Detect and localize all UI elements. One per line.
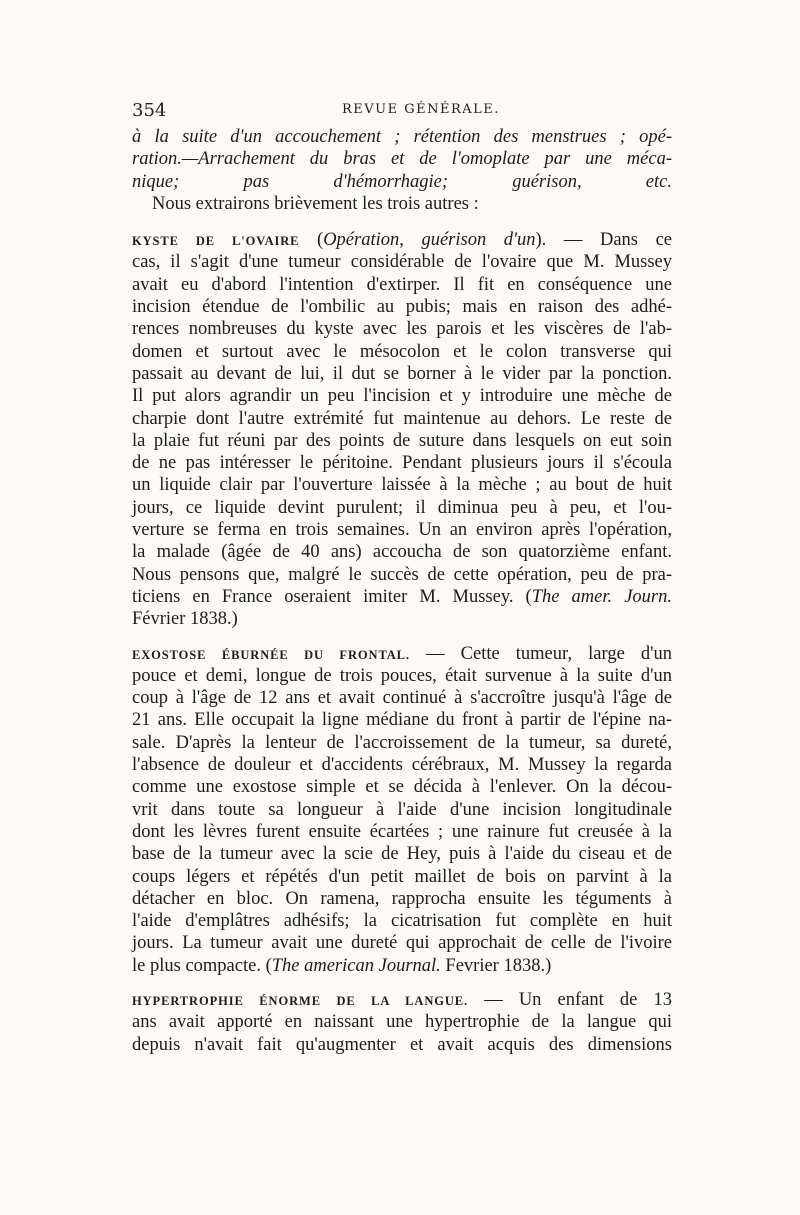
text-span: base de la tumeur avec la scie de Hey, puis à l'aide du ciseau et de [132,844,672,865]
section-heading: KYSTE DE L'OVAIRE [132,234,300,249]
italic-text: The amer. Journ. [531,586,672,607]
page-number: 354 [132,100,167,121]
text-line [132,843,672,865]
text-span: ans avait apporté en naissant une hypertrophie de la langue qui [132,1012,672,1033]
section-heading: EXOSTOSE ÉBURNÉE DU FRONTAL. [132,647,410,662]
text-line [132,318,672,340]
text-line [132,363,672,385]
text-line [132,474,672,496]
text-span: Fevrier 1838.) [440,955,552,976]
text-span: la malade (âgée de 40 ans) accoucha de son quatorzième enfant. [132,542,672,563]
text-span: jours, ce liquide devint purulent; il diminua peu à peu, et l'ou- [132,497,672,518]
text-span: vrit dans toute sa longueur à l'aide d'une incision longitudinale [132,799,672,820]
text-line [132,541,672,563]
text-span: Février 1838.) [132,609,238,630]
text-line [132,251,672,273]
text-span: Nous extrairons brièvement les trois autres : [152,193,479,214]
text-span: pouce et demi, longue de trois pouces, était survenue à la suite d'un [132,665,672,686]
text-span: de ne pas intéresser le péritoine. Pendant plusieurs jours il s'écoula [132,453,672,474]
text-line [132,586,672,608]
text-line [132,274,672,296]
book-page [132,98,672,1056]
text-line [132,754,672,776]
text-span: le plus compacte. ( [132,955,272,976]
text-line [132,821,672,843]
text-span: passait au devant de lui, il dut se borner à le vider par la ponction. [132,363,672,384]
text-line [132,1034,672,1056]
body-text [132,126,672,1056]
italic-text: The american Journal. [271,955,441,976]
text-line [132,341,672,363]
text-line [132,732,672,754]
text-span: cas, il s'agit d'une tumeur considérable de l'ovaire que M. Mussey [132,252,672,273]
text-line [132,385,672,407]
text-line [132,126,672,148]
text-span: avait eu d'abord l'intention d'extirper. Il fit en conséquence une [132,274,672,295]
text-line [132,497,672,519]
paragraph-gap [132,215,672,229]
text-span: dont les lèvres furent ensuite écartées ; une rainure fut creusée à la [132,821,672,842]
text-line [132,665,672,687]
paragraph-gap [132,977,672,989]
text-line [132,148,672,170]
text-line [132,296,672,318]
text-line [132,910,672,932]
text-line [132,776,672,798]
text-span: verture se ferma en trois semaines. Un an environ après l'opération, [132,520,672,541]
text-line [132,687,672,709]
text-line [132,866,672,888]
text-span: ( [299,230,324,251]
text-line [132,408,672,430]
text-line [132,989,672,1011]
text-span: incision étendue de l'ombilic au pubis; mais en raison des adhé- [132,297,672,318]
text-span: coup à l'âge de 12 ans et avait continué à s'accroître jusqu'à l'âge de [132,688,672,709]
text-span: 21 ans. Elle occupait la ligne médiane du front à partir de l'épine na- [132,710,672,731]
text-span: jours. La tumeur avait une dureté qui approchait de celle de l'ivoire [132,933,672,954]
text-span: sale. D'après la lenteur de l'accroissement de la tumeur, sa dureté, [132,732,672,753]
text-line [132,1011,672,1033]
italic-text: nique; pas d'hémorrhagie; guérison, etc. [132,171,672,192]
text-span: la plaie fut réuni par des points de suture dans lesquels on eut soin [132,430,672,451]
text-line [132,643,672,665]
text-span: domen et surtout avec le mésocolon et le colon transverse qui [132,341,672,362]
text-span: ). — Dans ce [535,230,672,251]
text-span: ticiens en France oseraient imiter M. Mussey. ( [132,586,532,607]
text-line [132,888,672,910]
text-line [132,709,672,731]
text-span: l'aide d'emplâtres adhésifs; la cicatrisation fut complète en huit [132,911,672,932]
text-line [132,430,672,452]
text-span: Nous pensons que, malgré le succès de cette opération, peu de pra- [132,564,672,585]
italic-text: à la suite d'un accouchement ; rétention des menstrues ; opé- [132,127,672,147]
text-line [132,955,672,977]
text-line [132,229,672,251]
text-span: rences nombreuses du kyste avec les parois et les viscères de l'ab- [132,319,672,340]
text-line [132,193,672,215]
italic-text: Opération, guérison d'un [323,230,536,251]
text-span: coups légers et répétés d'un petit maillet de bois on parvint à la [132,866,672,887]
text-line [132,452,672,474]
text-line [132,799,672,821]
text-span: depuis n'avait fait qu'augmenter et avait acquis des dimensions [132,1034,672,1055]
text-line [132,171,672,193]
page-header [132,98,672,126]
text-line [132,564,672,586]
text-line [132,519,672,541]
text-line [132,608,672,630]
italic-text: ration.—Arrachement du bras et de l'omoplate par une méca- [132,149,672,170]
text-span: — Un enfant de 13 [468,989,672,1010]
text-span: détacher en bloc. On ramena, rapprocha ensuite les téguments à [132,888,672,909]
text-span: comme une exostose simple et se décida à l'enlever. On la décou- [132,777,672,798]
text-span: charpie dont l'autre extrémité fut maintenue au dehors. Le reste de [132,408,672,429]
text-span: — Cette tumeur, large d'un [409,643,672,664]
text-line [132,932,672,954]
section-heading: HYPERTROPHIE ÉNORME DE LA LANGUE. [132,993,469,1008]
text-span: un liquide clair par l'ouverture laissée à la mèche ; au bout de huit [132,475,672,496]
running-title: REVUE GÉNÉRALE. [342,102,500,117]
text-span: l'absence de douleur et d'accidents cérébraux, M. Mussey la regarda [132,755,672,776]
paragraph-gap [132,631,672,643]
text-span: Il put alors agrandir un peu l'incision et y introduire une mèche de [132,386,672,407]
